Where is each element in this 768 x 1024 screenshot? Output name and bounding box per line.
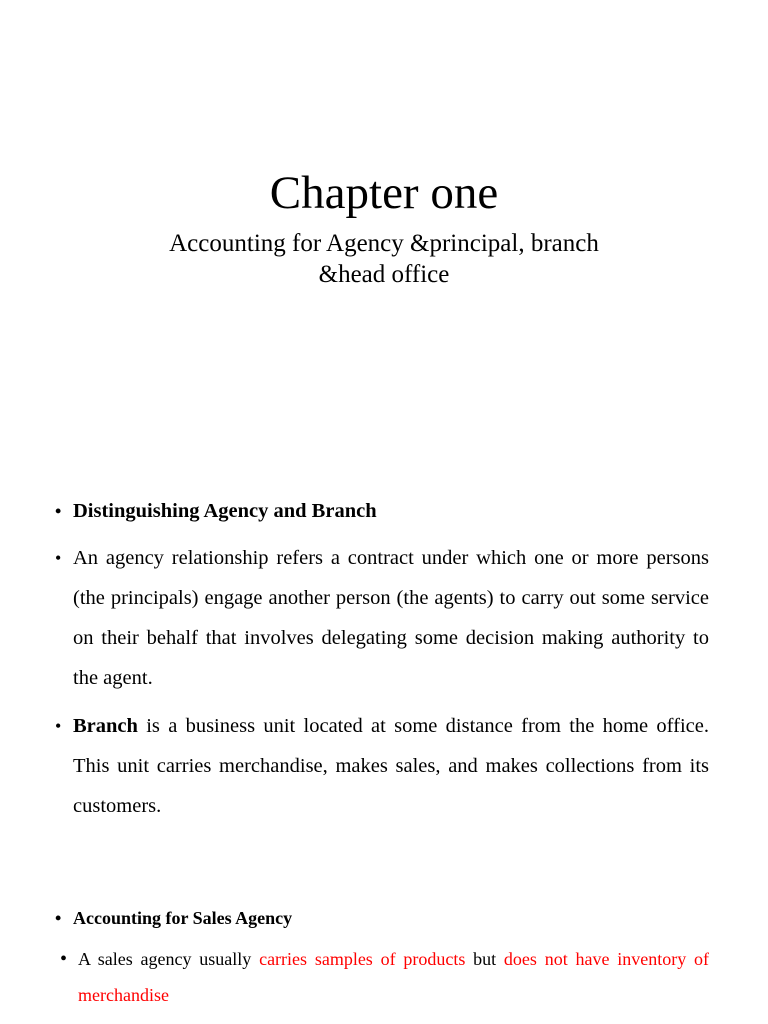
bullet-sales-agency-heading bbox=[55, 898, 709, 938]
bullet-text: An agency relationship refers a contract under which one or more persons (the principals) engage another person (the agents) to carry out some service on their behalf that involves delegating some decision making authority to the agent. bbox=[73, 547, 709, 689]
page-title: Chapter one bbox=[269, 167, 499, 219]
highlight-carries-samples: carries samples of products bbox=[259, 949, 466, 969]
bullet-agency-definition bbox=[55, 538, 709, 698]
bullet-bold-term: Branch bbox=[73, 715, 138, 737]
page-subtitle bbox=[100, 228, 668, 290]
subtitle-line-1: Accounting for Agency &principal, branch bbox=[169, 230, 599, 257]
bullet-distinguishing-heading bbox=[55, 491, 709, 531]
bullet-text-part-a: A sales agency usually bbox=[78, 949, 260, 969]
bullet-text: Accounting for Sales Agency bbox=[73, 908, 293, 928]
bullet-text-part-b: but bbox=[465, 949, 504, 969]
bullet-dot-icon: • bbox=[55, 908, 62, 928]
bullet-sales-agency-description bbox=[60, 941, 709, 1013]
bullet-text: Distinguishing Agency and Branch bbox=[73, 500, 377, 522]
bullet-dot-icon: • bbox=[55, 716, 62, 736]
highlight-no-inventory: does not have inventory of merchandise bbox=[78, 949, 709, 1005]
bullet-text: is a business unit located at some distance from the home office. This unit carries merchandise, makes sales, and makes collections from its customers. bbox=[73, 715, 709, 817]
subtitle-line-2: &head office bbox=[318, 261, 450, 288]
bullet-dot-icon: • bbox=[60, 948, 68, 970]
bullet-branch-definition bbox=[55, 706, 709, 826]
bullet-dot-icon: • bbox=[55, 548, 62, 568]
bullet-dot-icon: • bbox=[55, 501, 62, 521]
